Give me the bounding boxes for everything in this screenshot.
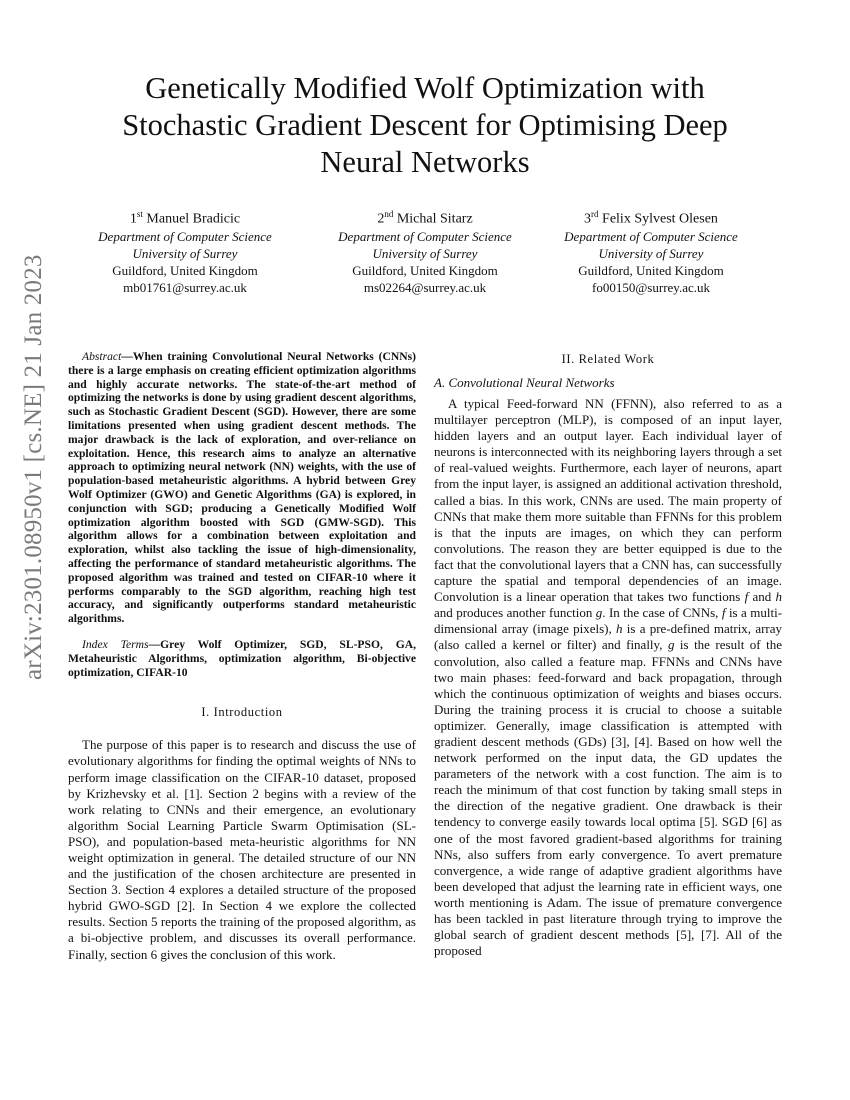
- author-email: mb01761@surrey.ac.uk: [123, 280, 247, 296]
- author-location: Guildford, United Kingdom: [352, 263, 498, 279]
- index-terms: Index Terms—Grey Wolf Optimizer, SGD, SL-PSO, GA, Metaheuristic Algorithms, optimization algorithm, Bi-objective optimization, CIFAR-10: [68, 637, 416, 679]
- author-name: [536, 206, 766, 228]
- author-name: [310, 206, 540, 228]
- author-name-text: Manuel Bradicic: [146, 211, 241, 227]
- author-ordinal: 1: [129, 211, 137, 227]
- related-work-text: and produces another function: [434, 605, 593, 621]
- title-line-2: Stochastic Gradient Descent for Optimising Deep: [122, 108, 728, 142]
- related-work-text: and: [752, 589, 772, 605]
- math-h: h: [775, 589, 783, 605]
- author-name: [70, 206, 300, 228]
- subsection-heading-cnn: A. Convolutional Neural Networks: [434, 375, 615, 390]
- author-3: [536, 206, 766, 297]
- related-work-text: is a multi-dimensional array (image pixels),: [434, 605, 783, 637]
- index-terms-label: Index Terms: [82, 637, 149, 651]
- author-ordinal-suffix: st: [136, 209, 143, 219]
- author-email: ms02264@surrey.ac.uk: [363, 280, 487, 296]
- related-work-paragraph: [434, 396, 782, 959]
- section-heading-introduction: I. Introduction: [201, 705, 283, 720]
- author-department: Department of Computer Science: [338, 228, 512, 244]
- abstract-label: Abstract: [82, 350, 122, 363]
- left-column: [68, 350, 416, 963]
- author-location: Guildford, United Kingdom: [112, 263, 258, 279]
- abstract-text: When training Convolutional Neural Networks (CNNs) there is a large emphasis on creating efficient optimization algorithms and highly accurate networks. The state-of-the-art method of optimizing the networks is done by using gradient descent algorithms, such as Stochastic Gradient Descent (SGD). However, there are some limitations presented when using gradient descent methods. The major drawback is the lack of exploration, and over-reliance on exploitation. Hence, this research aims to analyze an alternative approach to optimizing neural network (NN) weights, with the use of population-based metaheuristic algorithms. A hybrid between Grey Wolf Optimizer (GWO) and Genetic Algorithms (GA) is explored, in conjunction with SGD; producing a Genetically Modified Wolf optimization algorithm boosted with SGD (GMW-SGD). This algorithm allows for a combination between exploitation and exploration, whilst also tackling the issue of high-dimensionality, affecting the performance of standard metaheuristic algorithms. The proposed algorithm was trained and tested on CIFAR-10 where it performs comparably to the SGD algorithm, reaching high test accuracy, and significantly outperforms standard metaheuristic algorithms.: [68, 350, 416, 626]
- author-email: fo00150@surrey.ac.uk: [592, 280, 710, 296]
- index-terms-text: Grey Wolf Optimizer, SGD, SL-PSO, GA, Metaheuristic Algorithms, optimization algorithm, Bi-objective optimization, CIFAR-10: [68, 637, 416, 679]
- related-work-text: is a pre-defined matrix, array (also called a kernel or filter) and finally,: [434, 621, 783, 653]
- author-block: [70, 206, 780, 296]
- author-name-text: Felix Sylvest Olesen: [602, 211, 718, 227]
- math-g: g: [667, 637, 675, 653]
- arxiv-identifier: arXiv:2301.08950v1 [cs.NE] 21 Jan 2023: [20, 254, 47, 680]
- math-g: g: [595, 605, 603, 621]
- author-department: Department of Computer Science: [98, 228, 272, 244]
- math-f: f: [721, 605, 726, 621]
- right-column: [434, 350, 782, 959]
- author-ordinal-suffix: nd: [384, 209, 394, 219]
- related-work-text: . In the case of CNNs,: [602, 605, 719, 621]
- math-f: f: [744, 589, 749, 605]
- title-line-3: Neural Networks: [320, 145, 530, 179]
- author-university: University of Surrey: [372, 246, 478, 262]
- author-ordinal: 2: [377, 211, 385, 227]
- author-name-text: Michal Sitarz: [396, 211, 473, 227]
- author-university: University of Surrey: [132, 246, 238, 262]
- abstract: Abstract—When training Convolutional Neural Networks (CNNs) there is a large emphasis on creating efficient optimization algorithms and highly accurate networks. The state-of-the-art method of optimizing the networks is done by using gradient descent algorithms, such as Stochastic Gradient Descent (SGD). However, there are some limitations presented when using gradient descent methods. The major drawback is the lack of exploration, and over-reliance on exploitation. Hence, this research aims to analyze an alternative approach to optimizing neural network (NN) weights, with the use of population-based metaheuristic algorithms. A hybrid between Grey Wolf Optimizer (GWO) and Genetic Algorithms (GA) is explored, in conjunction with SGD; producing a Genetically Modified Wolf optimization algorithm boosted with SGD (GMW-SGD). This algorithm allows for a combination between exploitation and exploration, whilst also tackling the issue of high-dimensionality, affecting the performance of standard metaheuristic algorithms. The proposed algorithm was trained and tested on CIFAR-10 where it performs comparably to the SGD algorithm, reaching high test accuracy, and significantly outperforms standard metaheuristic algorithms.: [68, 350, 416, 626]
- author-location: Guildford, United Kingdom: [578, 263, 724, 279]
- title-line-1: Genetically Modified Wolf Optimization with: [145, 71, 705, 105]
- author-2: [310, 206, 540, 297]
- author-department: Department of Computer Science: [564, 228, 738, 244]
- related-work-text-a: A typical Feed-forward NN (FFNN), also referred to as a multilayer perceptron (MLP), is composed of an input layer, hidden layers and an output layer. Each individual layer of neurons is interconnected with its neighboring layers through a set of real-valued weights. Furthermore, each layer of neurons, apart from the input layer, is assigned an additional activation threshold, called a bias. In this work, CNNs are used. The main property of CNNs that make them more suitable than FFNNs for this problem is that the inputs are images, on which they can perform convolutions. The reason they are better equipped is due to the fact that the convolutional layers that a CNN has, can successfully capture the spatial and temporal dependencies of an image. Convolution is a linear operation that takes two functions: [434, 396, 782, 605]
- author-ordinal: 3: [584, 211, 592, 227]
- introduction-paragraph: The purpose of this paper is to research and discuss the use of evolutionary algorithms for finding the optimal weights of NNs to perform image classification on the CIFAR-10 dataset, proposed by Krizhevsky et al. [1]. Section 2 begins with a review of the work relating to CNNs and their emergence, an evolutionary algorithm Social Learning Particle Swarm Optimisation (SL-PSO), and population-based meta-heuristic algorithms for NN weight optimization in general. The detailed structure of our NN and the justification of the chosen architecture are presented in Section 3. Section 4 explores a detailed structure of the proposed hybrid GWO-SGD [2]. In Section 4 we explore the collected results. Section 5 reports the training of the proposed algorithm, as a bi-objective problem, and discusses its overall performance. Finally, section 6 gives the conclusion of this work.: [68, 737, 416, 962]
- math-h: h: [616, 621, 623, 637]
- author-ordinal-suffix: rd: [591, 209, 599, 219]
- paper-title: [70, 70, 780, 181]
- author-university: University of Surrey: [598, 246, 704, 262]
- section-heading-related-work: II. Related Work: [561, 352, 655, 366]
- author-1: [70, 206, 300, 297]
- related-work-text-b: is the result of the convolution, also called a feature map. FFNNs and CNNs have two main phases: feed-forward and back propagation, through which the continuous optimization of weights and biases occurs. During the training process it is crucial to choose a suitable optimizer. Generally, image classification is attempted with gradient descent methods (GDs) [3], [4]. Based on how well the network performed on the input data, the GD updates the parameters of the network with a cost function. The aim is to reach the minimum of that cost function by taking small steps in the direction of the negative gradient. One drawback is their tendency to converge easily towards local optima [5]. SGD [6] as one of the most favored gradient-based algorithms for training NNs, also suffers from early convergence. To avert premature convergence, a wide range of adaptive gradient algorithms have been developed that adjust the learning rate in efficient ways, one worth mentioning is Adam. The issue of premature convergence has been tackled in past literature through trying to improve the global search of gradient descent methods [5], [7]. All of the proposed: [434, 637, 782, 959]
